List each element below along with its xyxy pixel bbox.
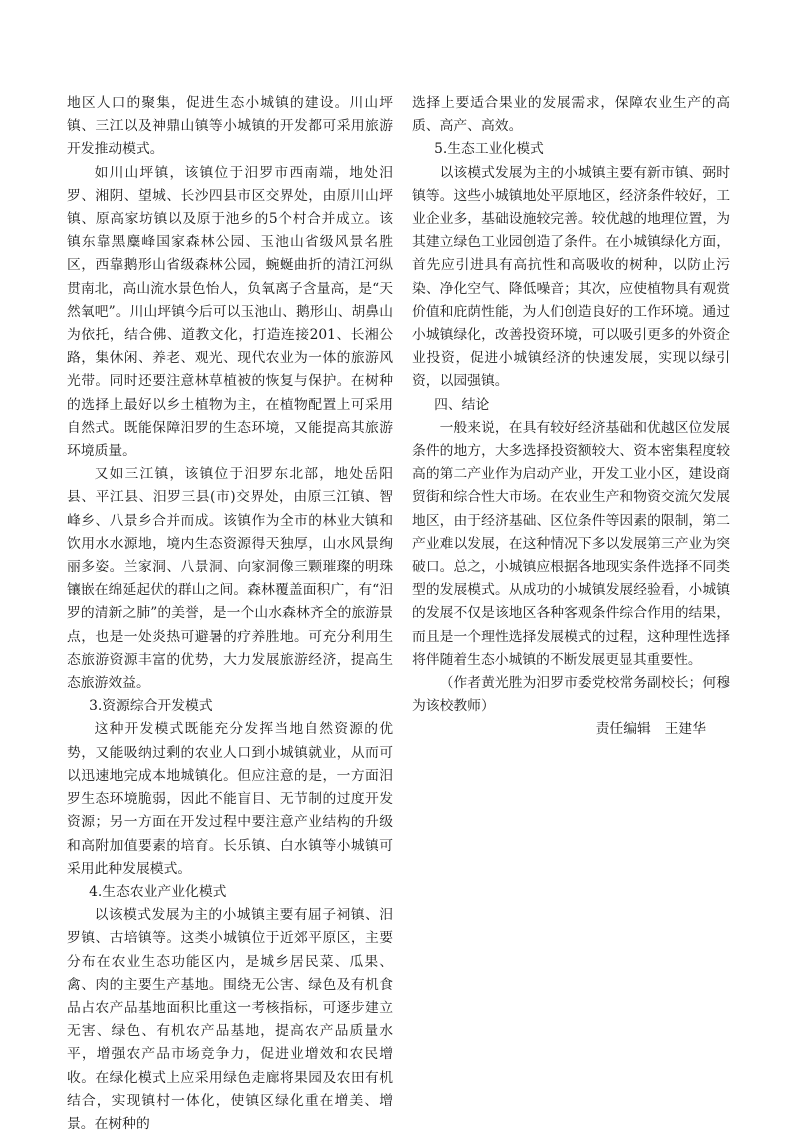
- section-heading-eco-agriculture: 4.生态农业产业化模式: [89, 883, 227, 900]
- responsible-editor: 责任编辑 王建华: [595, 721, 706, 738]
- author-note: （作者黄光胜为汨罗市委党校常务副校长；何穆为该校教师）: [412, 675, 730, 715]
- paragraph-conclusion: 一般来说，在具有较好经济基础和优越区位发展条件的地方，大多选择投资额较大、资本密集程度较高的第二产业作为启动产业，开发工业小区，建设商贸街和综合性大市场。在农业生产和物资交流欠发展地区，由于经济基础、区位条件等因素的限制，第二产业难以发展，在这种情况下多以发展第三产业为突破口。总之，小城镇应根据各地现实条件选择不同类型的发展模式。从成功的小城镇发展经验看，小城镇的发展不仅是该地区各种客观条件综合作用的结果，而且是一个理性选择发展模式的过程，这种理性选择将伴随着生态小城镇的不断发展更显其重要性。: [412, 419, 730, 668]
- left-column: [67, 92, 393, 1136]
- paragraph-agriculture-cont: 选择上要适合果业的发展需求，保障农业生产的高质、高产、高效。: [412, 95, 730, 135]
- section-heading-resource: 3.资源综合开发模式: [89, 698, 213, 715]
- paragraph-chuanshanping: 如川山坪镇，该镇位于汨罗市西南端，地处汨罗、湘阴、望城、长沙四县市区交界处，由原川山坪镇、原高家坊镇以及原于池乡的5个村合并成立。该镇东靠黑麋峰国家森林公园、玉池山省级风景名胜区，西靠鹅形山省级森林公园，蜿蜒曲折的清江河纵贯南北，高山流水景色怡人，负氧离子含量高，是“天然氧吧”。川山坪镇今后可以玉池山、鹅形山、胡鼻山为依托，结合佛、道教文化，打造连接201、长湘公路，集休闲、养老、观光、现代农业为一体的旅游风光带。同时还要注意林草植被的恢复与保护。在树种的选择上最好以乡土植物为主，在植物配置上可采用自然式。既能保障汨罗的生态环境，又能提高其旅游环境质量。: [67, 164, 393, 460]
- paragraph-sanjiang: 又如三江镇，该镇位于汨罗东北部，地处岳阳县、平江县、汨罗三县(市)交界处，由原三江镇、智峰乡、八景乡合并而成。该镇作为全市的林业大镇和饮用水水源地，境内生态资源得天独厚，山水风景绚丽多姿。兰家洞、八景洞、向家洞像三颗璀璨的明珠镶嵌在绵延起伏的群山之间。森林覆盖面积广，有“汨罗的清新之肺”的美誉，是一个山水森林齐全的旅游景点，也是一处炎热可避暑的疗养胜地。可充分利用生态旅游资源丰富的优势，大力发展旅游经济，提高生态旅游效益。: [67, 466, 393, 692]
- paragraph-resource-model: 这种开发模式既能充分发挥当地自然资源的优势，又能吸纳过剩的农业人口到小城镇就业，从而可以迅速地完成本地城镇化。但应注意的是，一方面汨罗生态环境脆弱，因此不能盲目、无节制的过度开发资源；另一方面在开发过程中要注意产业结构的升级和高附加值要素的培育。长乐镇、白水镇等小城镇可采用此种发展模式。: [67, 721, 393, 877]
- section-heading-eco-industry: 5.生态工业化模式: [434, 141, 544, 158]
- paragraph-intro-cont: 地区人口的聚集，促进生态小城镇的建设。川山坪镇、三江以及神鼎山镇等小城镇的开发都可采用旅游开发推动模式。: [67, 95, 393, 158]
- section-heading-conclusion: 四、结论: [434, 396, 490, 413]
- right-column: [412, 92, 730, 742]
- paragraph-eco-industry: 以该模式发展为主的小城镇主要有新市镇、弼时镇等。这些小城镇地处平原地区，经济条件较好，工业企业多，基础设施较完善。较优越的地理位置，为其建立绿色工业园创造了条件。在小城镇绿化方面，首先应引进具有高抗性和高吸收的树种，以防止污染、净化空气、降低噪音；其次，应使植物具有观赏价值和庇荫性能，为人们创造良好的工作环境。通过小城镇绿化，改善投资环境，可以吸引更多的外资企业投资，促进小城镇经济的快速发展，实现以绿引资，以园强镇。: [412, 164, 730, 390]
- paragraph-eco-agriculture: 以该模式发展为主的小城镇主要有屈子祠镇、汨罗镇、古培镇等。这类小城镇位于近郊平原区，主要分布在农业生态功能区内，是城乡居民菜、瓜果、禽、肉的主要生产基地。围绕无公害、绿色及有机食品占农产品基地面积比重这一考核指标，可逐步建立无害、绿色、有机农产品基地，提高农产品质量水平，增强农产品市场竞争力，促进业增效和农民增收。在绿化模式上应采用绿色走廊将果园及农田有机结合，实现镇村一体化，使镇区绿化重在增美、增景。在树种的: [67, 907, 393, 1132]
